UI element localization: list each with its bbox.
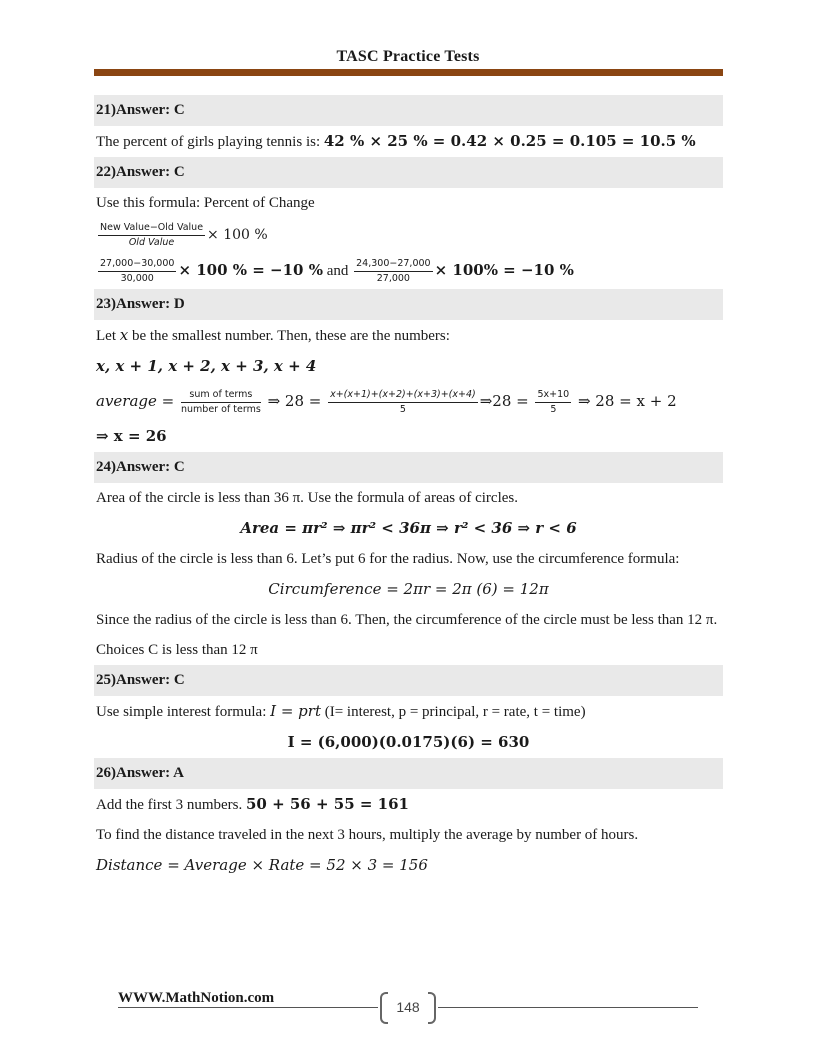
answer-23-average (94, 382, 723, 421)
answer-22-computation (94, 252, 723, 289)
average-fraction (181, 389, 261, 416)
fraction-2-numerator: 24,300−27,000 (354, 258, 432, 272)
answer-24-area-equation (94, 513, 723, 544)
answer-24-line2: Radius of the circle is less than 6. Let’s put 6 for the radius. Now, use the circumference formula: (96, 551, 680, 567)
fraction-2-denominator: 27,000 (376, 273, 410, 285)
simplified-denominator: 5 (550, 404, 557, 416)
footer-brand: WWW.MathNotion.com (118, 990, 275, 1006)
answer-26-equation (94, 850, 723, 881)
distance-equation: Distance = Average × Rate = 52 × 3 = 156 (96, 856, 428, 874)
left-brace-icon (380, 992, 388, 1024)
line-text: (I= interest, p = principal, r = rate, t = time) (320, 704, 586, 720)
sum-math: 50 + 56 + 55 = 161 (245, 795, 409, 813)
answer-24-circumference-equation (94, 574, 723, 605)
simplified-fraction (535, 389, 571, 416)
line-text: Let (96, 328, 120, 344)
average-numerator: sum of terms (181, 389, 261, 403)
answer-content (94, 95, 723, 881)
number-sequence: x, x + 1, x + 2, x + 3, x + 4 (96, 357, 317, 375)
variable-x: x (119, 326, 129, 344)
fraction-1-denominator: 30,000 (120, 273, 154, 285)
sum-numerator: x+(x+1)+(x+2)+(x+3)+(x+4) (328, 389, 478, 403)
line-text: Use simple interest formula: (96, 704, 271, 720)
fraction-1 (98, 258, 176, 285)
step-1: ⇒ 28 = (262, 392, 327, 410)
answer-23-numbers (94, 351, 723, 382)
average-denominator: number of terms (181, 404, 261, 416)
page-header-title: TASC Practice Tests (336, 48, 480, 65)
answer-25-equation (94, 727, 723, 758)
answer-23-result (94, 421, 723, 452)
header-rule (94, 69, 723, 76)
answer-21-heading: 21)Answer: C (94, 95, 723, 126)
average-label: average = (96, 392, 179, 410)
answer-26-heading: 26)Answer: A (94, 758, 723, 789)
page-number-box (378, 992, 438, 1022)
sum-denominator: 5 (399, 404, 406, 416)
sum-fraction (328, 389, 478, 416)
page-number: 148 (396, 999, 420, 1015)
fraction-2 (354, 258, 432, 285)
percent-change-fraction (98, 222, 205, 249)
answer-22-line1: Use this formula: Percent of Change (96, 195, 315, 211)
answer-26-line1 (94, 789, 723, 820)
and-text: and (322, 263, 353, 279)
answer-22-heading: 22)Answer: C (94, 157, 723, 188)
interest-formula: I = prt (270, 702, 321, 720)
computation-1-tail: × 100 % = −10 % (178, 261, 323, 279)
answer-21-explanation (94, 126, 723, 157)
step-3: ⇒ 28 = x + 2 (573, 392, 677, 410)
answer-23-line1 (94, 320, 723, 351)
answer-24-line3: Since the radius of the circle is less than 6. Then, the circumference of the circle must be less than 12 π. Choices C is less than 12 π (96, 612, 718, 658)
answer-21-text: The percent of girls playing tennis is: (96, 134, 324, 150)
circumference-equation: Circumference = 2πr = 2π (6) = 12π (268, 580, 549, 598)
simplified-numerator: 5x+10 (535, 389, 571, 403)
answer-21-math: 42 % × 25 % = 0.42 × 0.25 = 0.105 = 10.5 % (323, 132, 696, 150)
line-text: be the smallest number. Then, these are the numbers: (128, 328, 450, 344)
fraction-denominator: Old Value (128, 237, 175, 249)
line-text: Add the first 3 numbers. (96, 797, 246, 813)
formula-tail: × 100 % (207, 227, 268, 243)
area-equation: Area = πr² ⇒ πr² < 36π ⇒ r² < 36 ⇒ r < 6 (240, 519, 577, 537)
answer-22-formula (94, 218, 723, 252)
interest-equation: I = (6,000)(0.0175)(6) = 630 (287, 733, 530, 751)
fraction-numerator: New Value−Old Value (98, 222, 205, 236)
answer-25-line1 (94, 696, 723, 727)
answer-25-heading: 25)Answer: C (94, 665, 723, 696)
right-brace-icon (428, 992, 436, 1024)
answer-24-heading: 24)Answer: C (94, 452, 723, 483)
answer-23-heading: 23)Answer: D (94, 289, 723, 320)
fraction-1-numerator: 27,000−30,000 (98, 258, 176, 272)
computation-2-tail: × 100% = −10 % (434, 261, 574, 279)
step-2: ⇒28 = (479, 392, 534, 410)
answer-24-line1: Area of the circle is less than 36 π. Use the formula of areas of circles. (96, 490, 518, 506)
answer-26-line2: To find the distance traveled in the next 3 hours, multiply the average by number of hours. (96, 827, 639, 843)
result: ⇒ x = 26 (96, 427, 167, 445)
